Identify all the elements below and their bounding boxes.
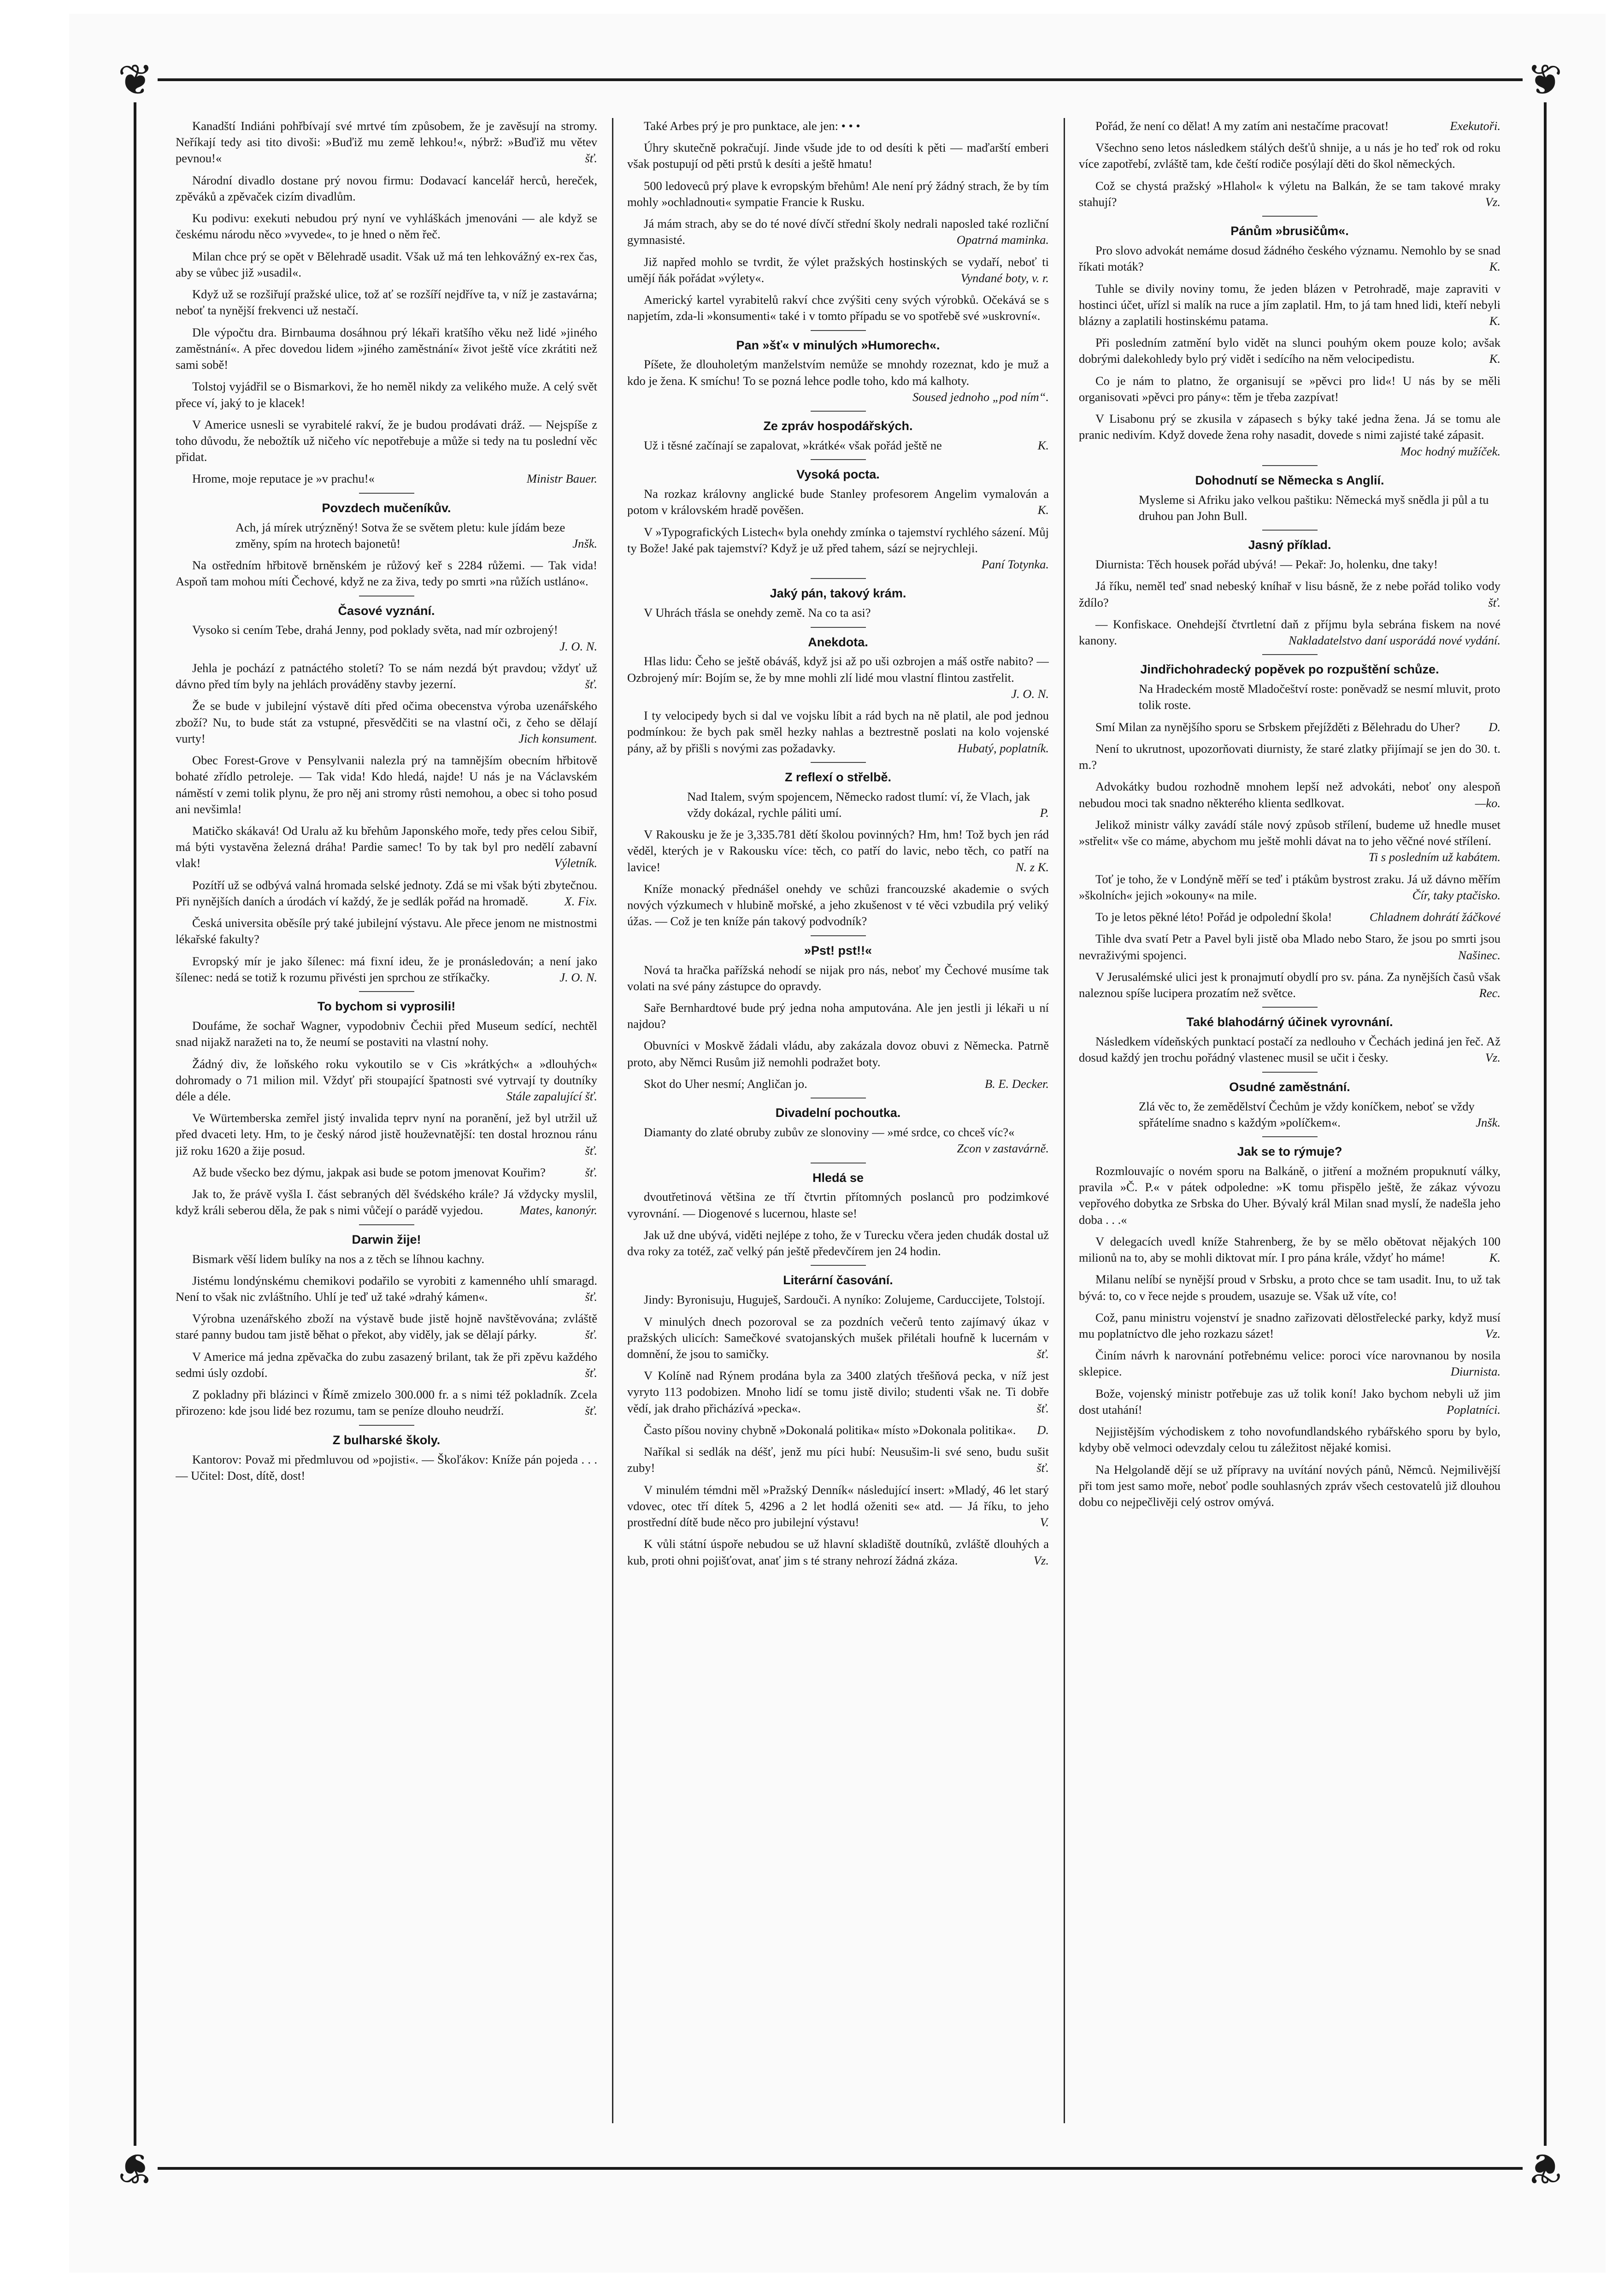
item-text: Jelikož ministr války zavádí stále nový způsob střílení, budeme už hnedle muset »střelit« vše co máme, abychom mu ještě mohli dávat na to jeho věčné nové střílení. (1079, 817, 1500, 848)
news-item (176, 1164, 597, 1181)
item-text: V minulých dnech pozoroval se za pozdních večerů tento zajímavý úkaz v pražských ulicích: Samečkové svatojanských mušek přilétali houfně k lucernám v domnění, že jsou to samičky. (627, 1314, 1049, 1361)
section-rule (1262, 654, 1318, 655)
item-signature: Vz. (1485, 1327, 1500, 1340)
newspaper-page (69, 14, 1606, 2273)
item-text: Pořád, že není co dělat! A my zatím ani nestačíme pracovat! (1095, 119, 1389, 133)
section-heading: Ze zpráv hospodářských. (763, 419, 913, 433)
news-item (176, 1251, 597, 1267)
item-signature: Ti s posledním už kabátem. (1368, 850, 1500, 864)
item-text: Národní divadlo dostane prý novou firmu: Dodavací kancelář herců, hereček, zpěváků a zpěvaček cizím divadlům. (176, 173, 597, 203)
item-text: Doufáme, že sochař Wagner, vypodobniv Čechii před Museum sedící, nechtěl snad nijakž naražeti na to, že neumí se postaviti na vlastní nohy. (176, 1019, 597, 1049)
item-signature: Jich konsument. (518, 731, 597, 745)
item-text: Toť je toho, že v Londýně měří se teď i ptákům bystrost zraku. Já už dávno měřím »školních« jejich »okouny« na mile. (1079, 872, 1500, 902)
section-rule (359, 493, 414, 494)
item-text: Evropský mír je jako šílenec: má fixní ideu, že je pronásledován; a není jako šílenec: nedá se totiž k rozumu přivésti jen sprchou ze stříkačky. (176, 954, 597, 984)
news-item (1079, 1462, 1500, 1511)
item-signature: K. (1489, 1251, 1500, 1265)
item-signature: Zcon v zastavárně. (957, 1141, 1049, 1156)
news-item (627, 1038, 1049, 1070)
news-item (627, 178, 1049, 210)
item-text: I ty velocipedy bych si dal ve vojsku líbit a rád bych na ně platil, ale pod jednou podmínkou: že bych pak směl hezky nahlas a beztrestně poslati na kolo vojenské pány, až by přišli s novými zas požadavky. (627, 709, 1049, 755)
news-item (627, 1189, 1049, 1221)
news-item (1079, 1347, 1500, 1380)
verse-block (235, 520, 597, 552)
item-text: Činím návrh k narovnání potřebnému velice: poroci více narovnanou by nosila sklepice. (1079, 1348, 1500, 1379)
item-text: Pro slovo advokát nemáme dosud žádného českého významu. Nemohlo by se snad říkati moták? (1079, 243, 1500, 274)
item-text: V minulém témdni měl »Pražský Denník« následující insert: »Mladý, 46 let starý vdovec, otec tří dítek 5, 4296 a 2 let hodlá oženiti se« atd. — Já říku, to jeho prostřední dítě bude něco pro jubilejní výstavu! (627, 1482, 1049, 1529)
item-signature: Exekutoři. (1450, 119, 1500, 133)
item-text: Hlas lidu: Čeho se ještě obáváš, když jsi až po uši ozbrojen a máš ostře nabito? — Ozbrojený mír: Bojím se, že by mne mohli zlí lidé mou vlastní flintou zastřelit. (627, 654, 1049, 685)
column-divider (612, 118, 613, 2123)
news-item (1079, 373, 1500, 405)
item-signature: Vz. (1485, 1051, 1500, 1065)
news-item (627, 1292, 1049, 1308)
item-text: Americký kartel vyrabitelů rakví chce zvýšiti ceny svých výrobků. Očekává se s napjetím, zda-li »konsumenti« také i v tomto případu se vo spotřebě své »uskrovní«. (627, 293, 1049, 323)
item-signature: Diurnista. (1450, 1364, 1500, 1379)
section-heading: Dohodnutí se Německa s Anglií. (1195, 473, 1384, 487)
news-item (627, 1076, 1049, 1092)
item-text: V Rakousku je že je 3,335.781 dětí školou povinných? Hm, hm! Tož bych jen rád věděl, kterých je v Rakousku více: těch, co patří do lavic, nebo těch, co patří na lavice! (627, 827, 1049, 874)
text-column-middle (627, 118, 1049, 2123)
column-divider (1064, 118, 1065, 2123)
item-signature: Paní Totynka. (981, 557, 1049, 572)
item-signature: Moc hodný mužíček. (1400, 444, 1500, 458)
item-signature: Nakladatelstvo daní usporádá nové vydání. (1289, 633, 1500, 648)
item-text: Ach, já mírek utrýzněný! Sotva že se světem pletu: kule jídám beze změny, spím na hrotech bajonetů! (235, 520, 565, 550)
item-text: Není to ukrutnost, upozorňovati diurnisty, že staré zlatky přijímají se jen do 30. t. m.? (1079, 741, 1500, 772)
item-signature: K. (1037, 503, 1049, 517)
news-item (627, 254, 1049, 286)
item-signature: K. (1037, 438, 1049, 453)
news-item (176, 823, 597, 872)
item-text: Při posledním zatmění bylo vidět na slunci pouhým okem pouze kolo; avšak dobrými dalekohledy bylo prý vidět i sedícího na něm velocipedistu. (1079, 336, 1500, 366)
section-rule (359, 1425, 414, 1426)
news-item (627, 827, 1049, 875)
item-text: Jehla je pochází z patnáctého století? To se nám nezdá být pravdou; vždyť už dávno před tím byly na jehlách prováděny stavby jezerní. (176, 661, 597, 691)
item-text: Mysleme si Afriku jako velkou paštiku: Německá myš snědla ji půl a tu druhou pan John Bull. (1139, 492, 1489, 523)
news-item (1079, 969, 1500, 1001)
item-text: Na Helgolandě dějí se už přípravy na uvítání nových pánů, Němců. Nejmilivější při tom jest samo moře, neboť podle souhlasných zpráv všech cestovatelů již dlouhou dobu co nejpečlivěji celý ostrov omývá. (1079, 1462, 1500, 1509)
item-text: Na ostředním hřbitově brněnském je růžový keř s 2284 růžemi. — Tak vida! Aspoň tam mohou míti Čechové, když ne za živa, tedy po smrti »na růžích ustláno«. (176, 558, 597, 589)
news-item (176, 953, 597, 986)
news-item (1079, 931, 1500, 963)
news-item (176, 1452, 597, 1484)
item-signature: Vz. (1485, 195, 1500, 209)
item-signature: šť. (585, 1328, 597, 1342)
item-signature: X. Fix. (564, 894, 597, 908)
news-item (627, 140, 1049, 172)
item-text: Tolstoj vyjádřil se o Bismarkovi, že ho neměl nikdy za velikého muže. A celý svět přece ví, jaký to je klacek! (176, 379, 597, 410)
item-signature: šť. (585, 1143, 597, 1157)
news-item (627, 962, 1049, 994)
item-signature: Vyndané boty, v. r. (960, 271, 1049, 285)
item-signature: V. (1040, 1515, 1049, 1529)
item-text: Když už se rozšiřují pražské ulice, tož ať se rozšíří nejdříve ta, v níž je zastavárna; neboť ta nynější frekvenci už nestačí. (176, 287, 597, 318)
item-text: Píšete, že dlouholetým manželstvím nemůže se mnohdy rozeznat, kdo je muž a kdo je žena. K smíchu! To se pozná lehce podle toho, kdo má kalhoty. (627, 357, 1049, 388)
item-text: Což se chystá pražský »Hlahol« k výletu na Balkán, že se tam takové mraky stahují? (1079, 178, 1500, 209)
news-item (627, 437, 1049, 454)
news-item (1079, 140, 1500, 172)
item-text: Kníže monacký přednášel onehdy ve schůzi francouzské akademie o svých nových výzkumech v hlubině mořské, a jeho zkušenost v té věci vzbudila prý veliký úžas. — Což je ten kníže pán takový podvodník? (627, 881, 1049, 928)
item-signature: šť. (585, 1404, 597, 1418)
item-signature: B. E. Decker. (984, 1076, 1049, 1091)
section-rule (359, 991, 414, 992)
news-item (176, 1186, 597, 1218)
section-heading: To bychom si vyprosili! (317, 999, 456, 1014)
news-item (176, 325, 597, 373)
item-text: Již napřed mohlo se tvrdit, že výlet pražských hostinských se vydaří, neboť ti umějí ňák pořádat »výlety«. (627, 254, 1049, 285)
item-text: Naříkal si sedlák na déšť, jenž mu píci hubí: Neusušim-li své seno, budu sušit zuby! (627, 1445, 1049, 1475)
news-item (627, 216, 1049, 248)
section-rule (1262, 216, 1318, 217)
verse-block (1139, 681, 1500, 713)
section-rule (811, 411, 866, 412)
item-text: K vůli státní úspoře nebudou se už hlavní skladiště doutníků, zvláště dlouhých a kub, proti ohni pojišťovat, anať jim s té strany nehrozí žádná zkáza. (627, 1537, 1049, 1567)
item-text: Až bude všecko bez dýmu, jakpak asi bude se potom jmenovat Kouřim? (192, 1165, 546, 1179)
item-signature: Opatrná maminka. (956, 233, 1049, 247)
item-text: — Konfiskace. Onehdejší čtvrtletní daň z příjmu byla sebrána fiskem na nové kanony. (1079, 617, 1500, 648)
item-text: Všechno seno letos následkem stálých dešťů shnije, a u nás je ho teď rok od roku více zapotřebí, zvláště tam, kde čeští rodiče posýlají děti do škol německých. (1079, 141, 1500, 171)
item-signature: šť. (1036, 1401, 1049, 1415)
item-signature: Stále zapalující šť. (506, 1089, 597, 1103)
news-item (1079, 1271, 1500, 1304)
section-rule (1262, 1007, 1318, 1008)
item-text: Já říku, neměl teď snad nebeský kníhař v lisu básně, že z nebe pořád toliko vody ždílo? (1079, 579, 1500, 609)
news-item (627, 292, 1049, 324)
item-text: Kantorov: Považ mi předmluvou od »pojisti«. — Škoľákov: Kníže pán pojeda . . . — Učitel: Dost, dítě, dost! (176, 1452, 597, 1482)
item-text: Smí Milan za nynějšího sporu se Srbskem přejížděti z Bělehradu do Uher? (1095, 720, 1460, 734)
section-heading: Jaký pán, takový krám. (770, 586, 906, 601)
section-heading: Časové vyznání. (338, 603, 435, 618)
news-item (1079, 741, 1500, 773)
item-text: 500 ledoveců prý plave k evropským břehům! Ale není prý žádný strach, že by tím mohly »ochladnouti« sympatie Francie k Rusku. (627, 178, 1049, 209)
section-rule (811, 330, 866, 331)
news-item (627, 356, 1049, 405)
section-rule (359, 1224, 414, 1225)
item-text: Nejjistějším východiskem z toho novofundlandského rybářského sporu by bylo, kdyby obě velmoci odevzdaly celou tu záležitost nějaké komisi. (1079, 1424, 1500, 1455)
item-text: Úhry skutečně pokračují. Jinde všude jde to od desíti k pěti — maďarští emberi však postupují od pěti prstů k desíti a ještě hmatu! (627, 141, 1049, 171)
news-item (176, 286, 597, 319)
item-text: Milan chce prý se opět v Bělehradě usadit. Však už má ten lehkovážný ex-rex čas, aby se vůbec již »usadil«. (176, 249, 597, 279)
item-signature: J. O. N. (559, 639, 597, 653)
news-item (1079, 1423, 1500, 1456)
item-text: Také Arbes prý je pro punktace, ale jen: • • • (644, 119, 860, 133)
news-item (627, 1482, 1049, 1531)
news-item (176, 1056, 597, 1105)
news-item (1079, 871, 1500, 903)
item-signature: Čír, taky ptačisko. (1412, 888, 1500, 902)
section-heading: Literární časování. (783, 1273, 893, 1287)
item-text: Diamanty do zlaté obruby zubův ze slonoviny — »mé srdce, co chceš víc?« (644, 1125, 1015, 1140)
item-signature: šť. (1488, 595, 1500, 609)
section-rule (1262, 1072, 1318, 1073)
item-text: V Kolíně nad Rýnem prodána byla za 3400 zlatých třešňová pecka, v níž jest vyryto 113 podobizen. Mnoho lidí se tomu jistě divilo; studenti však ne. Ti dobře vědí, jak draho přicházívá »pecka«. (627, 1369, 1049, 1415)
section-rule (811, 1265, 866, 1266)
news-item (627, 524, 1049, 573)
item-text: Skot do Uher nesmí; Angličan jo. (644, 1076, 807, 1091)
news-item (627, 1368, 1049, 1417)
section-heading: Darwin žije! (352, 1232, 421, 1246)
corner-ornament-icon: ❦ (1523, 58, 1567, 102)
news-item (627, 605, 1049, 621)
news-item (1079, 118, 1500, 134)
item-text: V delegacích uvedl kníže Stahrenberg, že by se mělo obětovat nějakých 100 milionů na to, aby se mohli diktovat mír. I pro pána krále, vždyť ho máme! (1079, 1234, 1500, 1265)
item-signature: Poplatníci. (1446, 1402, 1500, 1417)
news-item (176, 557, 597, 590)
item-text: Na Hradeckém mostě Mladočeštví roste: poněvadž se nesmí mluvit, proto tolik roste. (1139, 682, 1500, 712)
item-signature: Vz. (1033, 1553, 1049, 1567)
item-text: Ku podivu: exekuti nebudou prý nyní ve vyhláškách jmenováni — ale když se českému národu něco »vyvede«, to je hned o něm řeč. (176, 211, 597, 242)
verse-block (687, 789, 1049, 821)
section-heading: Vysoká pocta. (796, 467, 880, 482)
item-text: V Jerusalémské ulici jest k pronajmutí obydlí pro sv. pána. Za nynějších časů však naleznou spíše lucipera prozatím než světce. (1079, 969, 1500, 1000)
item-text: Kanadští Indiáni pohřbívají své mrtvé tím způsobem, že je zavěsují na stromy. Neříkají tedy asi tito divoši: »Buďiž mu země lehkou!«, nýbrž: »Buďiž mu větev pevnou!« (176, 119, 597, 165)
item-text: Zlá věc to, že zemědělství Čechům je vždy koníčkem, neboť se vždy spřátelíme snadno s každým »políčkem«. (1139, 1099, 1475, 1129)
item-text: Jak už dne ubývá, viděti nejlépe z toho, že v Turecku včera jeden chudák dostal už dva roky za totéž, zač velký pán ještě předevčírem jen 24 hodin. (627, 1228, 1049, 1258)
text-column-right (1079, 118, 1500, 2123)
news-item (1079, 909, 1500, 925)
item-text: V Uhrách třásla se onehdy země. Na co ta asi? (644, 606, 871, 620)
item-signature: šť. (1036, 1461, 1049, 1475)
item-text: Bože, vojenský ministr potřebuje zas už tolik koní! Jako bychom nebyli už jim dost utahání! (1079, 1386, 1500, 1417)
item-text: Diurnista: Těch housek pořád ubývá! — Pekař: Jo, holenku, dne taky! (1095, 557, 1438, 572)
news-item (627, 1227, 1049, 1259)
news-item (176, 752, 597, 817)
news-item (176, 1311, 597, 1343)
item-text: Matičko skákavá! Od Uralu až ku břehům Japonského moře, tedy přes celou Sibiř, má býti vystavěna železná dráha! Pardie samec! To by tak byl pro nedělí zabavní vlak! (176, 824, 597, 870)
news-item (627, 486, 1049, 518)
section-heading: Z bulharské školy. (332, 1433, 441, 1447)
item-signature: Chladnem dohrátí žáčkové (1369, 910, 1500, 924)
news-item (176, 1273, 597, 1305)
item-signature: šť. (585, 151, 597, 165)
news-item (1079, 281, 1500, 330)
section-rule (1262, 465, 1318, 466)
section-heading: Také blahodárný účinek vyrovnání. (1186, 1015, 1393, 1029)
item-text: Tuhle se divily noviny tomu, že jeden blázen v Petrohradě, maje zapraviti v hostinci účet, uřízl si malík na ruce a jím zaplatil. Hm, to já tam hned lidi, kteří nebyli blázny a zaplatili hostinskému patama. (1079, 281, 1500, 328)
item-text: Vysoko si cením Tebe, drahá Jenny, pod poklady světa, nad mír ozbrojený! (192, 623, 558, 637)
item-text: To je letos pěkné léto! Pořád je odpolední škola! (1095, 910, 1332, 924)
section-rule (811, 578, 866, 579)
item-text: Tihle dva svatí Petr a Pavel byli jistě oba Mlado nebo Staro, že jsou po smrti jsou nevraživými spojenci. (1079, 932, 1500, 962)
item-text: Advokátky budou rozhodně mnohem lepší než advokáti, neboť ony alespoň nebudou moci tak snadno některého klienta sedlkovat. (1079, 779, 1500, 810)
item-text: Rozmlouvajíc o novém sporu na Balkáně, o jitření a možném propuknutí války, pravila »Č. P.« v pátek odpoledne: »K tomu přispělo ještě, že zákaz vývozu vepřového dobytka ze Srbska do Uher. Bývalý král Milan snad myslí, že nadešla jeho doba . . .« (1079, 1163, 1500, 1227)
news-item (176, 660, 597, 692)
item-text: Pozítří už se odbývá valná hromada selské jednoty. Zdá se mi však býti zbytečnou. Při nynějších daních a úrodách ví každý, že je sedlák pořád na hromadě. (176, 878, 597, 908)
item-text: Jindy: Byronisuju, Huguješ, Sardouči. A nyníko: Zolujeme, Carduccijete, Tolstojí. (644, 1293, 1045, 1307)
news-item (1079, 1386, 1500, 1418)
item-signature: K. (1489, 260, 1500, 274)
text-column-left (176, 118, 597, 2123)
item-text: Nad Italem, svým spojencem, Německo radost tlumí: ví, že Vlach, jak vždy dokázal, rychle páliti umí. (687, 789, 1030, 820)
item-signature: J. O. N. (1011, 686, 1049, 701)
news-item (1079, 178, 1500, 210)
news-item (176, 915, 597, 947)
section-heading: Jak se to rýmuje? (1237, 1144, 1342, 1158)
item-text: Že se bude v jubilejní výstavě díti před očima obecenstva výroba uzenářského zboží? Nu, to bude stát za vstupné, přesvědčiti se na vlastní oči, z čeho se dělají vurty! (176, 699, 597, 745)
news-item (176, 698, 597, 747)
section-rule (1262, 530, 1318, 531)
news-item (627, 653, 1049, 702)
news-item (1079, 616, 1500, 649)
item-text: Což, panu ministru vojenství je snadno zařizovati dělostřelecké parky, když musí mu poplatníctvo dle jeho rozkazu sázet! (1079, 1310, 1500, 1340)
news-item (1079, 817, 1500, 866)
item-text: Co je nám to platno, že organisují se »pěvci pro lid«! U nás by se měli organisovati »pěvci pro pány«: těm je třeba zazpívat! (1079, 373, 1500, 404)
item-signature: Výletník. (554, 856, 597, 870)
news-item (1079, 411, 1500, 460)
section-heading: Z reflexí o střelbě. (784, 770, 892, 784)
item-text: Milanu nelíbí se nynější proud v Srbsku, a proto chce se tam usadit. Inu, to už tak bývá: to, co v řece nejde s proudem, usazuje se. Však už víte, co! (1079, 1272, 1500, 1303)
news-item (627, 708, 1049, 756)
item-signature: K. (1489, 352, 1500, 366)
section-heading: Povzdech mučeníkův. (322, 501, 451, 515)
item-text: Ve Würtemberska zemřel jistý invalida teprv nyní na poranění, jež byl utržil už před dvaceti lety. Hm, to je český národ jistě houževnatější: ten dostal hroznou ránu již roku 1620 a žije posud. (176, 1111, 597, 1157)
item-text: Nová ta hračka pařížská nehodí se nijak pro nás, neboť my Čechové musíme tak volati na své pány zástupce do opravdy. (627, 962, 1049, 993)
news-item (176, 417, 597, 466)
item-signature: šť. (585, 1289, 597, 1304)
section-heading: Jasný příklad. (1248, 538, 1331, 552)
news-item (1079, 1033, 1500, 1066)
item-text: Já mám strach, aby se do té nové dívčí střední školy nedrali naposled také rozliční gymnasisté. (627, 217, 1049, 247)
news-item (176, 118, 597, 167)
item-text: Česká universita oběsíle prý také jubilejní výstavu. Ale přece jenom ne mistnostmi lékařské fakulty? (176, 916, 597, 946)
section-heading: Osudné zaměstnání. (1229, 1080, 1350, 1094)
item-text: Obec Forest-Grove v Pensylvanii nalezla prý na tamnějším obecním hřbitově bohaté zřídlo petroleje. — Tak vida! Kdo hledá, najde! U nás je na Václavském náměstí v zemi tolik plynu, že pro něj ani stromy růsti nemohou, a obec si toho posud ani nevšimla! (176, 753, 597, 816)
item-signature: Jnšk. (572, 536, 597, 550)
item-signature: Rec. (1479, 986, 1500, 1000)
item-signature: šť. (585, 1165, 597, 1179)
corner-ornament-icon: ❦ (113, 58, 158, 102)
news-item (176, 172, 597, 205)
section-rule (811, 627, 866, 628)
item-signature: šť. (1036, 1347, 1049, 1361)
corner-ornament-icon: ❦ (113, 2146, 158, 2190)
item-text: Často píšou noviny chybně »Dokonalá politika« místo »Dokonala politika«. (644, 1423, 1016, 1437)
item-signature: Našinec. (1458, 948, 1500, 962)
item-text: Z pokladny při blázinci v Římě zmizelo 300.000 fr. a s nimi též pokladník. Zcela přirozeno: kde jsou lidé bez rozumu, tam se peníze dlouho neudrží. (176, 1388, 597, 1418)
item-signature: —ko. (1475, 796, 1500, 810)
news-item (176, 248, 597, 281)
news-item (176, 471, 597, 487)
item-text: Jistému londýnskému chemikovi podařilo se vyrobiti z kamenného uhlí smaragd. Není to však nic zvláštního. Uhlí je teď už také »drahý kámen«. (176, 1273, 597, 1304)
news-item (176, 378, 597, 411)
item-signature: Ministr Bauer. (526, 472, 597, 486)
news-item (176, 1349, 597, 1381)
section-heading: »Pst! pst!!« (804, 943, 872, 957)
item-text: Dle výpočtu dra. Birnbauma dosáhnou prý lékaři kratšího věku než lidé »jiného zaměstnání«. A přec dovedou lidem »jiného zaměstnání« život ještě více zkrátiti než sami sobě! (176, 325, 597, 372)
item-text: Jak to, že právě vyšla I. část sebraných děl švédského krále? Já vždycky myslil, když králi seberou děla, že pak s nimi vůčejí o parádě vyjedou. (176, 1187, 597, 1217)
section-heading: Anekdota. (808, 635, 868, 649)
item-text: Bismark věší lidem bulíky na nos a z těch se líhnou kachny. (192, 1252, 485, 1266)
item-signature: K. (1489, 314, 1500, 328)
item-text: Následkem vídeňských punktací postačí za nedlouho v Čechách jediná jen řeč. Až dosud každý jen trochu pořádný vlastenec musil se učit i česky. (1079, 1034, 1500, 1065)
news-item (176, 1110, 597, 1159)
item-signature: Mates, kanonýr. (519, 1203, 597, 1217)
item-text: Žádný div, že loňského roku vykoutilo se v Cis »krátkých« a »dlouhých« dohromady o 71 milion mil. Vždyť při stoupající špatnosti své vytrvají ty doutníky déle a déle. (176, 1057, 597, 1103)
news-item (176, 1387, 597, 1419)
news-item (627, 1000, 1049, 1032)
item-text: V Americe má jedna zpěvačka do zubu zasazený brilant, tak že při zpěvu každého sedmi úsly ozdobí. (176, 1349, 597, 1380)
item-signature: D. (1489, 720, 1500, 734)
news-item (176, 210, 597, 242)
item-text: Už i těsné začínají se zapalovat, »krátké« však pořád ještě ne (644, 438, 942, 453)
news-item (627, 1444, 1049, 1476)
news-item (1079, 1163, 1500, 1228)
item-signature: N. z K. (1015, 860, 1049, 874)
news-item (176, 877, 597, 909)
item-text: V »Typografických Listech« byla onehdy zmínka o tajemství rychlého sázení. Můj ty Bože! Jaké pak tajemství? Když je už před tahem, sází se nejrychleji. (627, 525, 1049, 555)
news-item (627, 1124, 1049, 1157)
item-signature: J. O. N. (559, 970, 597, 984)
news-item (627, 1536, 1049, 1568)
news-item (1079, 242, 1500, 275)
corner-ornament-icon: ❦ (1523, 2146, 1567, 2190)
item-text: Na rozkaz královny anglické bude Stanley profesorem Angelim vymalován a potom v královském hradě pověšen. (627, 487, 1049, 517)
item-signature: Hubatý, poplatník. (958, 741, 1049, 755)
item-text: Hrome, moje reputace je »v prachu!« (192, 472, 375, 486)
item-text: Saře Bernhardtové bude prý jedna noha amputována. Ale jen jestli ji lékaři u ní najdou? (627, 1001, 1049, 1031)
section-heading: Jindřichohradecký popěvek po rozpuštění schůze. (1140, 662, 1439, 677)
item-text: Výrobna uzenářského zboží na výstavě bude jistě hojně navštěvována; zvláště staré panny budou tam jistě běhat o překot, aby viděly, jak se dělají párky. (176, 1311, 597, 1342)
section-heading: Hledá se (812, 1170, 864, 1185)
section-heading: Divadelní pochoutka. (775, 1106, 901, 1120)
news-item (627, 1314, 1049, 1363)
news-item (176, 1018, 597, 1050)
news-item (1079, 1234, 1500, 1266)
page-border-frame (118, 55, 1563, 2193)
section-rule (811, 459, 866, 460)
news-item (176, 622, 597, 654)
item-text: V Americe usnesli se vyrabitelé rakví, že je budou prodávati dráž. — Nejspíše z toho důvodu, že nebožtík už ničeho víc nepotřebuje a může si tedy na tu poslední věc přidat. (176, 417, 597, 464)
item-text: dvoutřetinová většina ze tří čtvrtin přítomných poslanců pro podzimkové vyrovnání. — Diogenové s lucernou, hlaste se! (627, 1190, 1049, 1220)
item-signature: D. (1037, 1423, 1049, 1437)
section-heading: Pan »šť« v minulých »Humorech«. (736, 338, 940, 352)
news-item (627, 118, 1049, 134)
item-text: Obuvníci v Moskvě žádali vládu, aby zakázala dovoz obuvi z Německa. Patrně proto, aby Němci Rusům již nemohli podražet boty. (627, 1039, 1049, 1069)
section-rule (1262, 1136, 1318, 1137)
news-item (1079, 1310, 1500, 1342)
section-rule (811, 935, 866, 936)
item-signature: Jnšk. (1476, 1115, 1500, 1129)
news-item (1079, 719, 1500, 735)
section-heading: Pánům »brusičům«. (1230, 224, 1349, 238)
section-rule (811, 762, 866, 763)
verse-block (1139, 492, 1500, 524)
news-item (627, 1422, 1049, 1438)
item-signature: šť. (585, 1365, 597, 1380)
verse-block (1139, 1098, 1500, 1131)
news-item (627, 881, 1049, 930)
item-text: V Lisabonu prý se zkusila v zápasech s býky také jedna žena. Já se tomu ale pranic nedivím. Když dovede žena rohy nasadit, dovede s nimi zajisté také zápasit. (1079, 412, 1500, 442)
item-signature: P. (1040, 806, 1049, 820)
news-item (1079, 578, 1500, 610)
news-item (1079, 779, 1500, 811)
news-item (1079, 556, 1500, 573)
item-signature: Soused jednoho „pod ním“. (912, 390, 1049, 404)
news-item (1079, 335, 1500, 367)
item-signature: šť. (585, 677, 597, 691)
